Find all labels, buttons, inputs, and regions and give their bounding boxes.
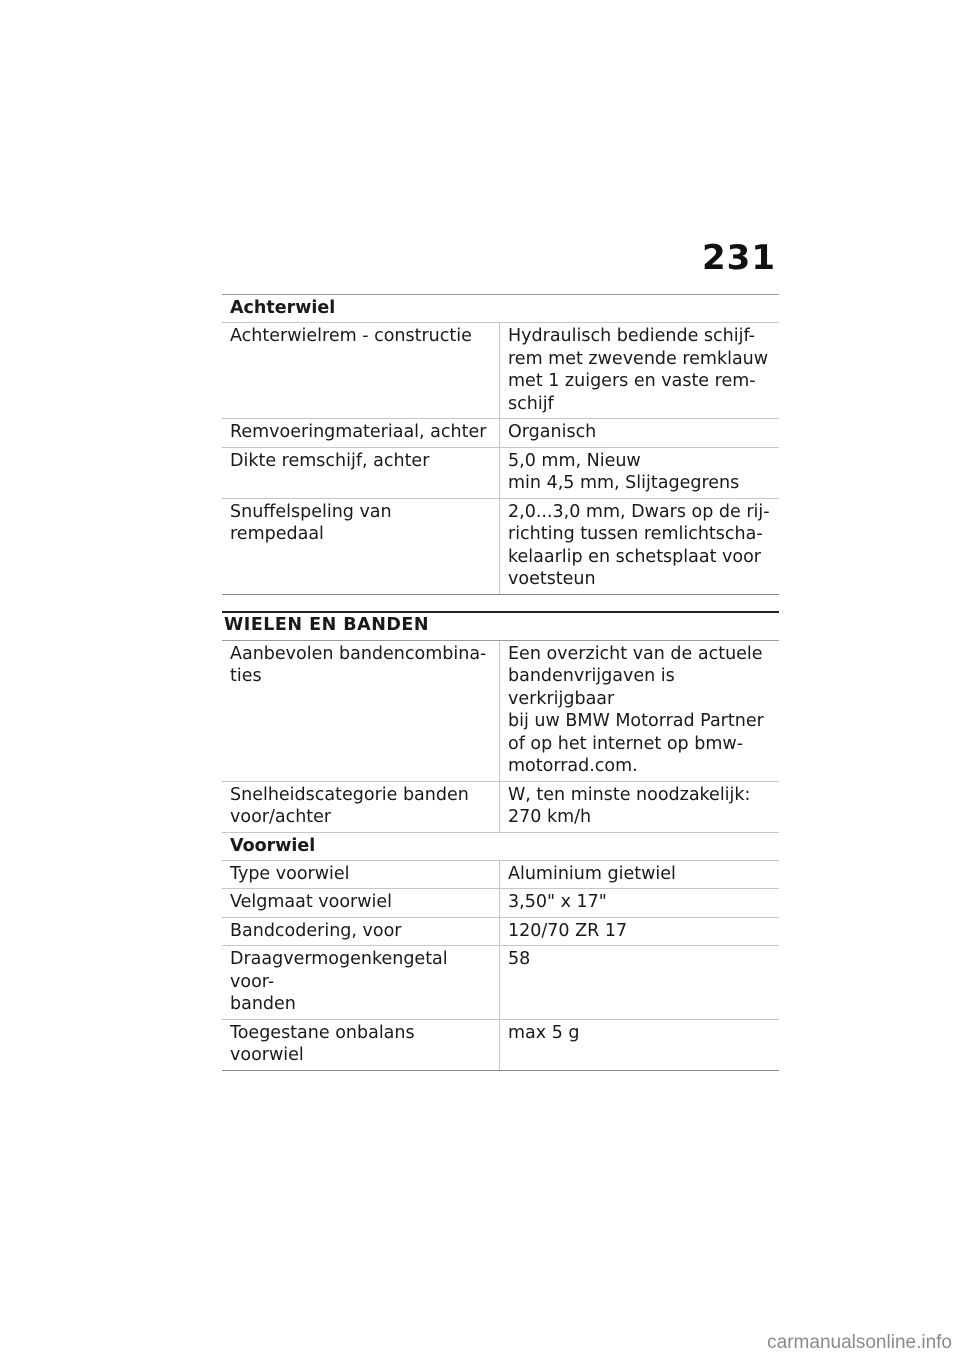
spec-label xyxy=(222,1019,500,1070)
spec-value-line: min 4,5 mm, Slijtagegrens xyxy=(508,473,740,493)
spec-label-line: Achterwielrem - constructie xyxy=(230,326,472,346)
front-wheel-heading: Voorwiel xyxy=(222,833,779,861)
spec-value xyxy=(500,946,780,1020)
spec-value-line: Hydraulisch bediende schijf- xyxy=(508,326,755,346)
spec-value-line: met 1 zuigers en vaste rem- xyxy=(508,371,756,391)
spec-label-line: Snelheidscategorie banden xyxy=(230,784,469,805)
spec-label xyxy=(222,498,500,594)
spec-row xyxy=(222,917,779,946)
rear-wheel-heading: Achterwiel xyxy=(222,295,779,323)
spec-label-line: Type voorwiel xyxy=(230,863,350,884)
spec-value-line: motorrad.com. xyxy=(508,756,638,776)
spec-label-line: Bandcodering, voor xyxy=(230,920,402,941)
spec-value-line: 270 km/h xyxy=(508,807,592,827)
rear-wheel-table xyxy=(222,323,779,595)
spec-label xyxy=(222,946,500,1020)
spec-value xyxy=(500,781,780,832)
spec-label xyxy=(222,447,500,498)
spec-row xyxy=(222,861,779,889)
spec-value-line: rem met zwevende remklauw xyxy=(508,348,769,369)
spec-row xyxy=(222,498,779,594)
spec-value xyxy=(500,1019,780,1070)
spec-value-line: 2,0...3,0 mm, Dwars op de rij- xyxy=(508,501,770,522)
spec-value-line: max 5 g xyxy=(508,1022,580,1043)
spec-value-line: 3,50" x 17" xyxy=(508,892,607,912)
spec-value xyxy=(500,861,780,889)
spec-row xyxy=(222,641,779,782)
spec-value xyxy=(500,447,780,498)
spec-row xyxy=(222,946,779,1020)
spec-label-line: Aanbevolen bandencombina- xyxy=(230,643,487,664)
spec-label xyxy=(222,323,500,419)
wheels-tyres-title: WIELEN EN BANDEN xyxy=(222,611,779,641)
spec-value-line: 120/70 ZR 17 xyxy=(508,920,628,941)
spec-label xyxy=(222,889,500,918)
spec-value-line: W, ten minste noodzakelijk: xyxy=(508,784,751,805)
spec-row xyxy=(222,889,779,918)
spec-value-line: schijf xyxy=(508,393,554,414)
spec-value-line: of op het internet op bmw- xyxy=(508,733,744,754)
spec-row xyxy=(222,447,779,498)
spec-value xyxy=(500,641,780,782)
spec-label-line: Draagvermogenkengetal voor- xyxy=(230,949,448,992)
spec-value-line: richting tussen remlichtscha- xyxy=(508,524,763,544)
spec-label xyxy=(222,641,500,782)
spec-label xyxy=(222,781,500,832)
spec-value-line: bandenvrijgaven is verkrijgbaar xyxy=(508,666,675,709)
spec-value-line: kelaarlip en schetsplaat voor xyxy=(508,546,761,567)
spec-value xyxy=(500,889,780,918)
spec-value-line: Organisch xyxy=(508,422,597,442)
front-wheel-table xyxy=(222,861,779,1071)
spec-label-line: banden xyxy=(230,994,296,1014)
spec-value xyxy=(500,419,780,448)
spec-value-line: bij uw BMW Motorrad Partner xyxy=(508,711,764,731)
spec-label-line: ties xyxy=(230,666,262,686)
spec-value xyxy=(500,323,780,419)
spec-value-line: 58 xyxy=(508,949,531,969)
spec-label xyxy=(222,419,500,448)
spec-label-line: Velgmaat voorwiel xyxy=(230,892,393,912)
spec-value-line: Aluminium gietwiel xyxy=(508,863,676,884)
spec-label xyxy=(222,917,500,946)
spec-label-line: Remvoeringmateriaal, achter xyxy=(230,422,487,442)
spec-row xyxy=(222,323,779,419)
spec-value xyxy=(500,917,780,946)
spec-value-line: 5,0 mm, Nieuw xyxy=(508,450,641,471)
spec-value-line: Een overzicht van de actuele xyxy=(508,643,763,664)
spec-label xyxy=(222,861,500,889)
spec-label-line: Snuffelspeling van rempedaal xyxy=(230,501,392,544)
spec-content xyxy=(222,294,779,1071)
spec-label-line: voor/achter xyxy=(230,807,332,827)
spec-value-line: voetsteun xyxy=(508,569,596,589)
wheels-table xyxy=(222,641,779,833)
watermark-footer: carmanualsonline.info xyxy=(767,1332,952,1353)
spec-value xyxy=(500,498,780,594)
spec-label-line: Dikte remschijf, achter xyxy=(230,450,430,471)
spec-row xyxy=(222,419,779,448)
spec-row xyxy=(222,781,779,832)
page-number: 231 xyxy=(702,238,776,278)
spec-label-line: Toegestane onbalans voorwiel xyxy=(230,1022,415,1065)
spec-row xyxy=(222,1019,779,1070)
